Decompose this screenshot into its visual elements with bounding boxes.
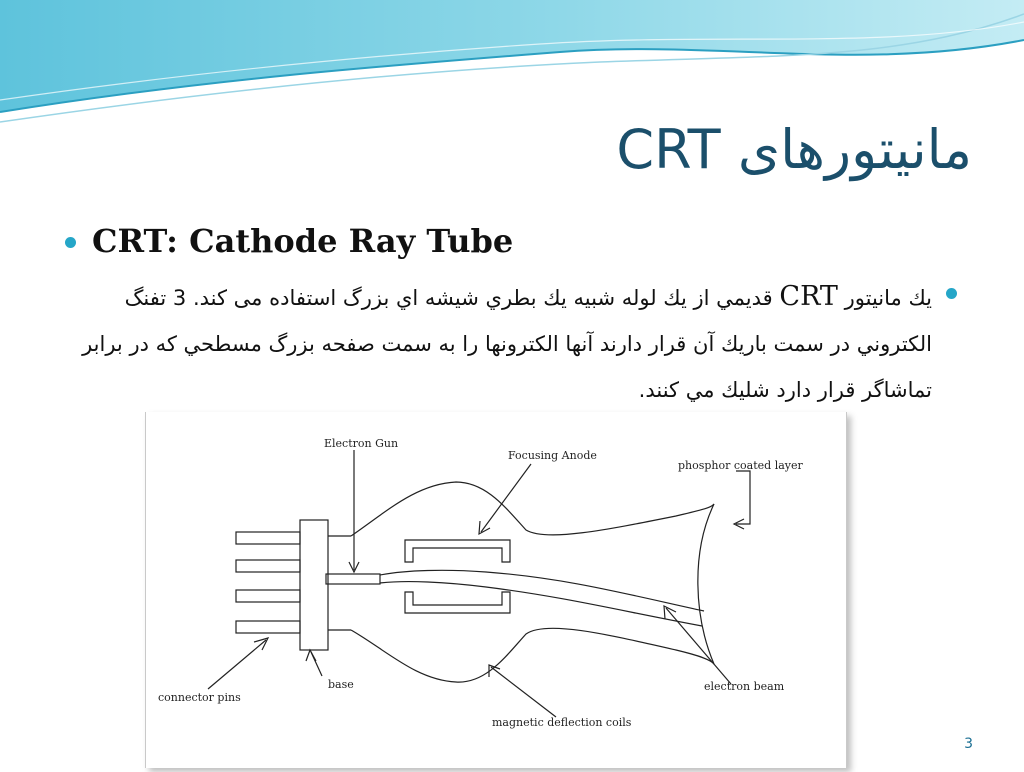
description-crt: CRT bbox=[779, 281, 838, 312]
tube-upper-contour bbox=[351, 482, 714, 536]
beam-path-lower bbox=[380, 582, 702, 626]
arrow-base bbox=[306, 650, 316, 661]
phosphor-screen bbox=[698, 504, 714, 664]
anode-lower bbox=[405, 592, 510, 613]
bullet-crt-description bbox=[70, 274, 932, 413]
slide-title: مانیتورهای CRT bbox=[616, 118, 972, 181]
leader-connector-pins bbox=[208, 640, 266, 689]
connector-pin bbox=[236, 560, 300, 572]
bullet-crt-definition: CRT: Cathode Ray Tube bbox=[92, 222, 514, 260]
leader-phosphor bbox=[736, 471, 750, 524]
crt-diagram bbox=[145, 412, 847, 768]
label-electron-beam: electron beam bbox=[704, 680, 785, 693]
label-deflection-coils: magnetic deflection coils bbox=[492, 716, 632, 729]
leader-deflection-coils bbox=[491, 667, 556, 717]
label-phosphor-layer: phosphor coated layer bbox=[678, 459, 803, 472]
base-block bbox=[300, 520, 328, 650]
crt-diagram-svg bbox=[146, 412, 846, 768]
description-text-2: قديمي از يك لوله شبيه يك بطري شيشه اي بزرگ استفاده مى كند. 3 تفنگ الكتروني در سمت باريك آن قرار دارند آنها الكترونها را به سمت صفحه بزرگ مسطحي كه در برابر تماشاگر قرار دارد شليك مي كنند. bbox=[82, 286, 932, 402]
connector-pin bbox=[236, 532, 300, 544]
connector-pin bbox=[236, 590, 300, 602]
label-electron-gun: Electron Gun bbox=[324, 437, 399, 450]
anode-upper bbox=[405, 540, 510, 562]
leader-electron-beam bbox=[666, 608, 731, 684]
header-wave-decoration bbox=[0, 0, 1024, 130]
bullet-dot bbox=[946, 288, 957, 299]
leader-focusing-anode bbox=[481, 464, 531, 532]
page-number: 3 bbox=[964, 736, 973, 752]
description-text-1: يك مانيتور bbox=[844, 286, 932, 310]
tube-lower-contour bbox=[351, 628, 714, 682]
label-connector-pins: connector pins bbox=[158, 691, 241, 704]
connector-pin bbox=[236, 621, 300, 633]
label-focusing-anode: Focusing Anode bbox=[508, 449, 597, 462]
bullet-dot bbox=[65, 237, 76, 248]
electron-gun bbox=[326, 574, 380, 584]
label-base: base bbox=[328, 678, 354, 691]
